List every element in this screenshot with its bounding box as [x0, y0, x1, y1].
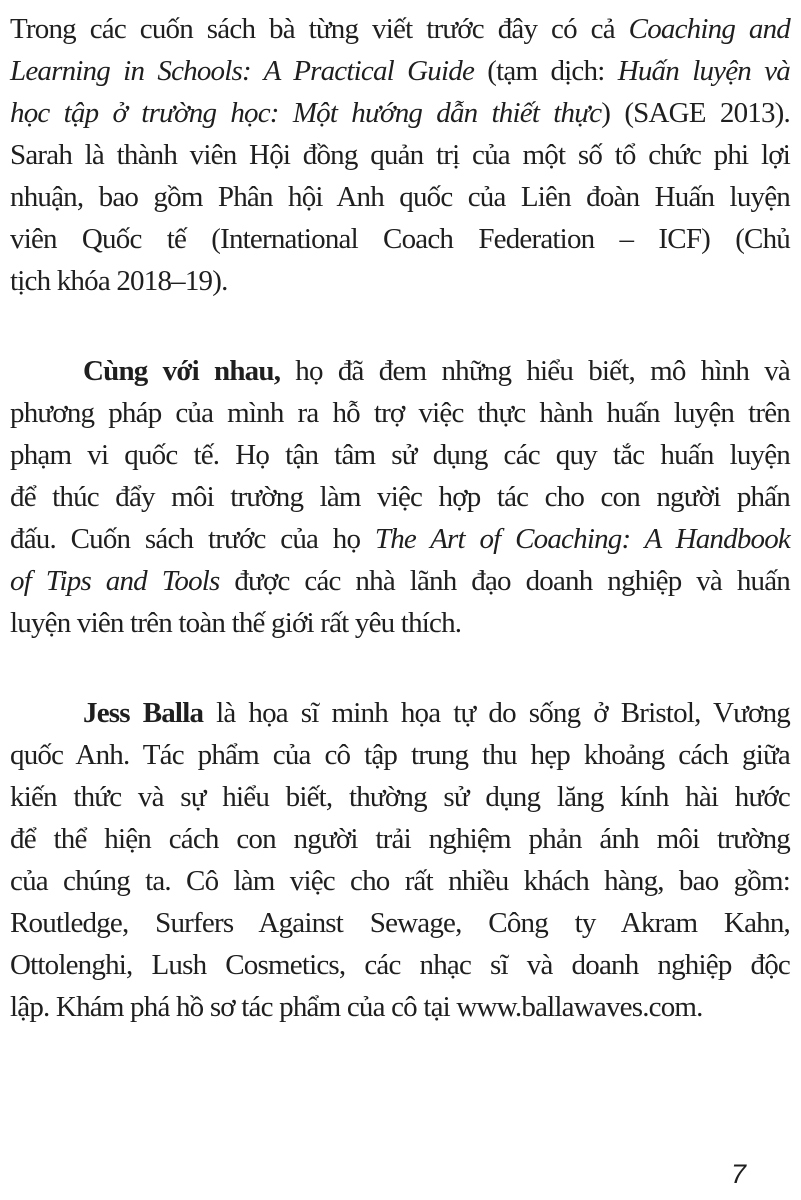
text-line [10, 434, 790, 476]
text-run: nhuận, bao gồm Phân hội Anh quốc của Liên đoàn Huấn luyện [10, 181, 790, 213]
text-run: của chúng ta. Cô làm việc cho rất nhiều khách hàng, bao gồm: [10, 865, 790, 897]
paragraph [10, 350, 790, 644]
italic-run: of Tips and Tools [10, 565, 220, 597]
text-line [10, 734, 790, 776]
italic-run: học tập ở trường học: Một hướng dẫn thiết thực [10, 97, 602, 129]
text-run: tịch khóa 2018–19). [10, 265, 228, 297]
text-run: đấu. Cuốn sách trước của họ [10, 523, 375, 555]
text-line [10, 602, 790, 644]
text-block [10, 8, 790, 1028]
text-line [10, 818, 790, 860]
text-line [10, 392, 790, 434]
text-run: Sarah là thành viên Hội đồng quản trị của một số tổ chức phi lợi [10, 139, 790, 171]
text-line [10, 8, 790, 50]
italic-run: Huấn luyện và [617, 55, 791, 87]
text-run: Ottolenghi, Lush Cosmetics, các nhạc sĩ và doanh nghiệp độc [10, 949, 790, 981]
text-run: phương pháp của mình ra hỗ trợ việc thực hành huấn luyện trên [10, 397, 790, 429]
italic-run: Coaching and [628, 13, 791, 45]
italic-run: Learning in Schools: A Practical Guide [10, 55, 475, 87]
text-line [10, 860, 790, 902]
text-line [10, 218, 790, 260]
text-line [10, 476, 790, 518]
text-run: kiến thức và sự hiểu biết, thường sử dụng lăng kính hài hước [10, 781, 790, 813]
text-line [10, 350, 790, 392]
text-line [10, 176, 790, 218]
text-run: là họa sĩ minh họa tự do sống ở Bristol, Vương [203, 697, 790, 729]
text-line [10, 260, 790, 302]
text-run: họ đã đem những hiểu biết, mô hình và [280, 355, 790, 387]
text-line [10, 692, 790, 734]
text-run: viên Quốc tế (International Coach Federation – ICF) (Chủ [10, 223, 790, 255]
text-line [10, 518, 790, 560]
text-run: Routledge, Surfers Against Sewage, Công ty Akram Kahn, [10, 907, 790, 939]
bold-run: Cùng với nhau, [83, 355, 281, 387]
text-run: quốc Anh. Tác phẩm của cô tập trung thu hẹp khoảng cách giữa [10, 739, 790, 771]
text-run: được các nhà lãnh đạo doanh nghiệp và huấn [219, 565, 790, 597]
text-line [10, 776, 790, 818]
text-line [10, 560, 790, 602]
bold-run: Jess Balla [83, 697, 204, 729]
text-line [10, 986, 790, 1028]
text-line [10, 134, 790, 176]
paragraph [10, 692, 790, 1028]
page-number: 7 [730, 1159, 746, 1189]
text-run: lập. Khám phá hồ sơ tác phẩm của cô tại www.ballawaves.com. [10, 991, 703, 1023]
text-run: để thể hiện cách con người trải nghiệm phản ánh môi trường [10, 823, 790, 855]
text-line [10, 944, 790, 986]
italic-run: The Art of Coaching: A Handbook [374, 523, 790, 555]
text-line [10, 50, 790, 92]
text-run: luyện viên trên toàn thế giới rất yêu thích. [10, 607, 462, 639]
text-line [10, 902, 790, 944]
paragraph [10, 8, 790, 302]
text-run: ) (SAGE 2013). [601, 97, 790, 129]
text-run: (tạm dịch: [474, 55, 618, 87]
text-run: để thúc đẩy môi trường làm việc hợp tác cho con người phấn [10, 481, 790, 513]
text-line [10, 92, 790, 134]
text-run: phạm vi quốc tế. Họ tận tâm sử dụng các quy tắc huấn luyện [10, 439, 790, 471]
text-run: Trong các cuốn sách bà từng viết trước đây có cả [10, 13, 629, 45]
